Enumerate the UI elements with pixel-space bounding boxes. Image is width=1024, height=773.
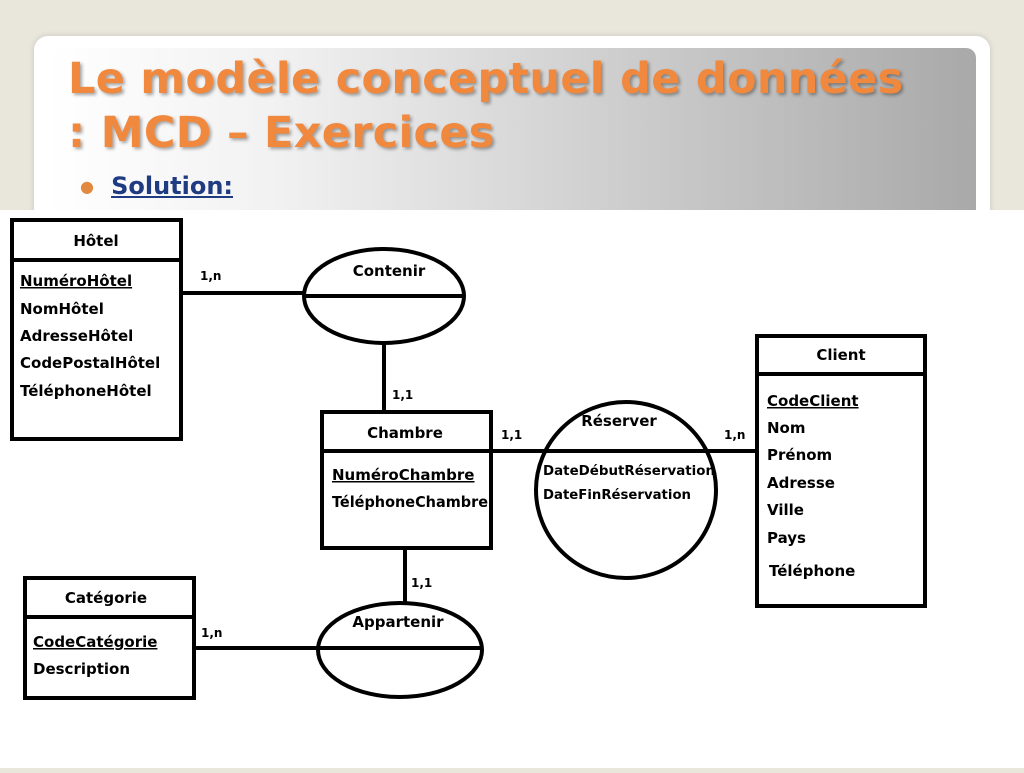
entity-categorie-key: CodeCatégorie bbox=[33, 633, 158, 651]
relation-reserver-attr: DateDébutRéservation bbox=[543, 463, 715, 479]
entity-hotel-attr: AdresseHôtel bbox=[20, 327, 134, 345]
bullet-item bbox=[80, 172, 233, 206]
entity-client-title: Client bbox=[816, 346, 866, 364]
entity-client-attr: Adresse bbox=[767, 474, 835, 492]
entity-hotel-attr: TéléphoneHôtel bbox=[20, 382, 152, 400]
entity-chambre-key: NuméroChambre bbox=[332, 466, 475, 484]
entity-hotel-title: Hôtel bbox=[73, 232, 119, 250]
entity-categorie-title: Catégorie bbox=[64, 589, 148, 607]
relation-appartenir-name: Appartenir bbox=[352, 613, 444, 631]
bullet-dot-icon: ● bbox=[80, 176, 94, 196]
entity-client-attr: Pays bbox=[767, 529, 806, 547]
entity-client-attr: Nom bbox=[767, 419, 806, 437]
cardinality-label: 1,n bbox=[724, 428, 746, 442]
relation-reserver-name: Réserver bbox=[581, 412, 657, 430]
entity-categorie-attr: Description bbox=[33, 660, 131, 678]
slide-title bbox=[68, 52, 968, 160]
relation-contenir-name: Contenir bbox=[352, 262, 426, 280]
slide-title-line1: Le modèle conceptuel de données bbox=[68, 54, 904, 104]
slide-title-line2: : MCD – Exercices bbox=[68, 108, 495, 158]
mcd-diagram bbox=[0, 210, 1024, 768]
cardinality-label: 1,n bbox=[200, 269, 222, 283]
cardinality-label: 1,n bbox=[201, 626, 223, 640]
bullet-text: Solution: bbox=[111, 172, 234, 200]
mcd-diagram-svg bbox=[0, 210, 1024, 768]
relation-reserver-attr: DateFinRéservation bbox=[543, 487, 691, 503]
entity-client-attr: Ville bbox=[767, 501, 804, 519]
entity-client-attr: Téléphone bbox=[769, 562, 856, 580]
entity-client-attr: Prénom bbox=[767, 446, 833, 464]
cardinality-label: 1,1 bbox=[411, 576, 433, 590]
cardinality-label: 1,1 bbox=[501, 428, 523, 442]
entity-hotel-key: NuméroHôtel bbox=[20, 272, 133, 290]
cardinality-label: 1,1 bbox=[392, 388, 414, 402]
entity-chambre-attr: TéléphoneChambre bbox=[332, 493, 488, 511]
entity-client-key: CodeClient bbox=[767, 392, 859, 410]
entity-chambre-title: Chambre bbox=[367, 424, 443, 442]
entity-hotel-attr: NomHôtel bbox=[20, 300, 104, 318]
entity-hotel-attr: CodePostalHôtel bbox=[20, 354, 161, 372]
